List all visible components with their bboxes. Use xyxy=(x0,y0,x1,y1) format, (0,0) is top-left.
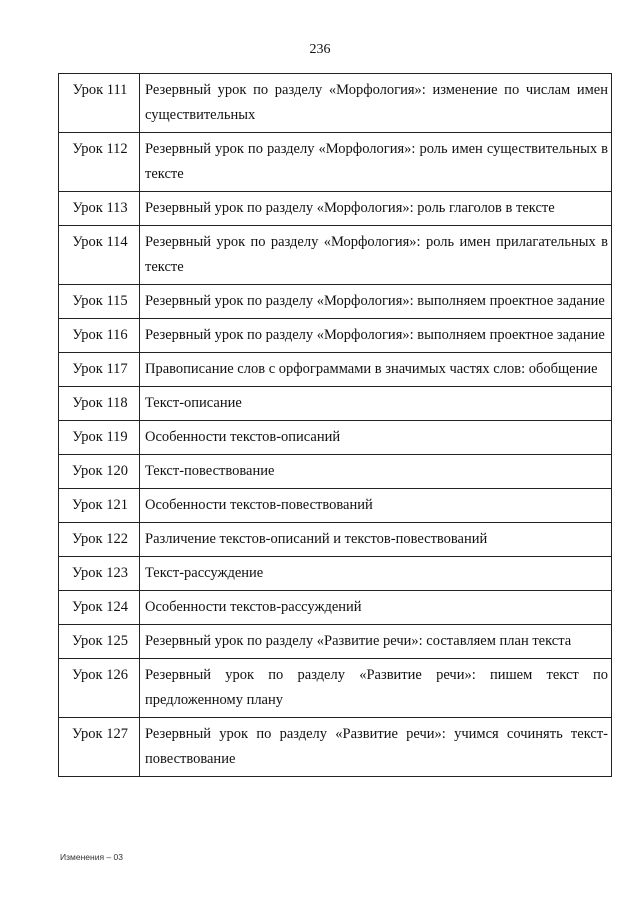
table-row xyxy=(59,74,612,133)
table-row xyxy=(59,285,612,319)
lesson-topic-cell: Резервный урок по разделу «Морфология»: выполняем проектное задание xyxy=(140,319,612,353)
table-row xyxy=(59,659,612,718)
page-number: 236 xyxy=(309,42,331,57)
lesson-number-cell: Урок 127 xyxy=(59,718,140,777)
lesson-topic-cell: Резервный урок по разделу «Морфология»: роль имен существительных в тексте xyxy=(140,133,612,192)
lesson-number-cell: Урок 111 xyxy=(59,74,140,133)
lesson-topic-cell: Особенности текстов-рассуждений xyxy=(140,591,612,625)
lesson-topic-cell: Различение текстов-описаний и текстов-повествований xyxy=(140,523,612,557)
table-row xyxy=(59,591,612,625)
table-row xyxy=(59,387,612,421)
lesson-topic-cell: Резервный урок по разделу «Развитие речи»: составляем план текста xyxy=(140,625,612,659)
table-row xyxy=(59,319,612,353)
lesson-topic-cell: Резервный урок по разделу «Развитие речи»: учимся сочинять текст-повествование xyxy=(140,718,612,777)
lesson-topic-cell: Резервный урок по разделу «Морфология»: роль глаголов в тексте xyxy=(140,192,612,226)
footer-revision-note: Изменения – 03 xyxy=(60,852,123,862)
table-row xyxy=(59,455,612,489)
lesson-number-cell: Урок 123 xyxy=(59,557,140,591)
lesson-number-cell: Урок 122 xyxy=(59,523,140,557)
lesson-number-cell: Урок 124 xyxy=(59,591,140,625)
lesson-number-cell: Урок 120 xyxy=(59,455,140,489)
lesson-plan-table-body xyxy=(59,74,612,777)
table-row xyxy=(59,353,612,387)
lesson-topic-cell: Текст-рассуждение xyxy=(140,557,612,591)
table-row xyxy=(59,133,612,192)
lesson-topic-cell: Текст-повествование xyxy=(140,455,612,489)
lesson-topic-cell: Резервный урок по разделу «Морфология»: выполняем проектное задание xyxy=(140,285,612,319)
table-row xyxy=(59,625,612,659)
lesson-number-cell: Урок 119 xyxy=(59,421,140,455)
lesson-topic-cell: Резервный урок по разделу «Морфология»: изменение по числам имен существительных xyxy=(140,74,612,133)
lesson-topic-cell: Резервный урок по разделу «Морфология»: роль имен прилагательных в тексте xyxy=(140,226,612,285)
lesson-number-cell: Урок 125 xyxy=(59,625,140,659)
lesson-number-cell: Урок 112 xyxy=(59,133,140,192)
lesson-number-cell: Урок 116 xyxy=(59,319,140,353)
lesson-number-cell: Урок 117 xyxy=(59,353,140,387)
table-row xyxy=(59,489,612,523)
lesson-topic-cell: Правописание слов с орфограммами в значимых частях слов: обобщение xyxy=(140,353,612,387)
lesson-number-cell: Урок 121 xyxy=(59,489,140,523)
lesson-number-cell: Урок 118 xyxy=(59,387,140,421)
lesson-number-cell: Урок 114 xyxy=(59,226,140,285)
lesson-topic-cell: Резервный урок по разделу «Развитие речи»: пишем текст по предложенному плану xyxy=(140,659,612,718)
lesson-plan-table xyxy=(58,73,612,777)
table-row xyxy=(59,421,612,455)
lesson-topic-cell: Особенности текстов-повествований xyxy=(140,489,612,523)
table-row xyxy=(59,226,612,285)
table-row xyxy=(59,192,612,226)
lesson-number-cell: Урок 126 xyxy=(59,659,140,718)
lesson-topic-cell: Текст-описание xyxy=(140,387,612,421)
lesson-number-cell: Урок 115 xyxy=(59,285,140,319)
lesson-number-cell: Урок 113 xyxy=(59,192,140,226)
table-row xyxy=(59,718,612,777)
table-row xyxy=(59,523,612,557)
table-row xyxy=(59,557,612,591)
lesson-topic-cell: Особенности текстов-описаний xyxy=(140,421,612,455)
